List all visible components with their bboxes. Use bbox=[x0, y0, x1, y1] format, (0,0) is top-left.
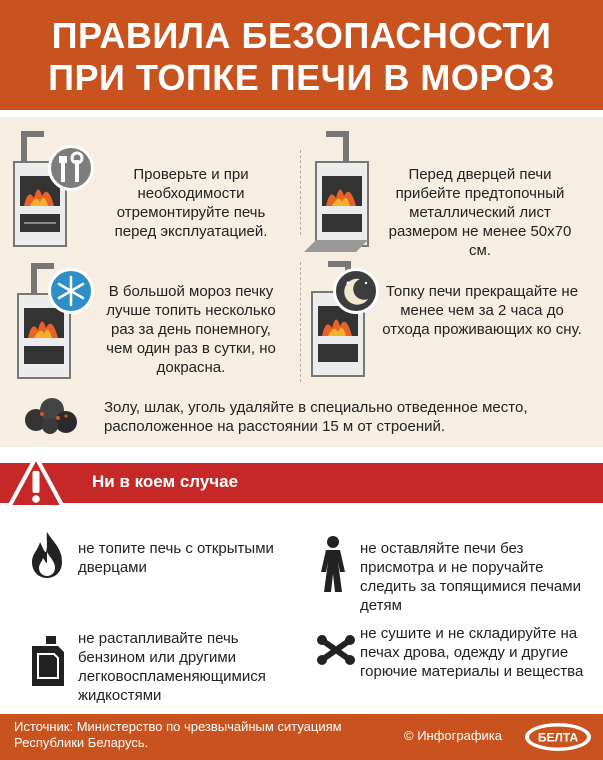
column-divider bbox=[300, 150, 301, 235]
never-drying: не сушите и не складируйте на печах дрова, одежду и другие горючие материалы и вещества bbox=[360, 625, 584, 680]
column-divider bbox=[300, 262, 301, 382]
tools-icon bbox=[51, 148, 91, 188]
page-title-line2: ПРИ ТОПКЕ ПЕЧИ В МОРОЗ bbox=[48, 57, 555, 98]
belta-logo bbox=[524, 722, 592, 752]
warning-label: Ни в коем случае bbox=[92, 472, 239, 491]
rule-frost: В большой мороз печку лучше топить несколько раз за день понемногу, чем один раз в сутки, но докрасна. bbox=[106, 283, 276, 376]
page-title-line1: ПРАВИЛА БЕЗОПАСНОСТИ bbox=[51, 15, 552, 56]
rule-night: Топку печи прекращайте не менее чем за 2 часа до отхода проживающих ко сну. bbox=[382, 283, 582, 338]
fire-icon bbox=[28, 530, 66, 580]
coal-icon bbox=[22, 392, 80, 436]
snowflake-badge bbox=[48, 268, 94, 314]
rule-ash: Золу, шлак, уголь удаляйте в специально отведенное место, расположенное на расстоянии 15 м от строений. bbox=[104, 399, 528, 435]
credit-label: © Инфографика bbox=[404, 728, 503, 743]
stove-icon bbox=[302, 128, 374, 254]
snowflake-icon bbox=[51, 271, 91, 311]
canister-icon bbox=[28, 634, 68, 688]
person-icon bbox=[320, 536, 346, 592]
moon-icon bbox=[336, 271, 376, 311]
rule-repair: Проверьте и при необходимости отремонтируйте печь перед эксплуатацией. bbox=[114, 166, 268, 240]
bones-icon bbox=[316, 630, 356, 670]
moon-badge bbox=[333, 268, 379, 314]
svg-text:БЕЛТА: БЕЛТА bbox=[537, 730, 579, 745]
never-children: не оставляйте печи без присмотра и не поручайте следить за топящимися печами детям bbox=[360, 540, 581, 614]
warning-icon bbox=[6, 453, 66, 513]
never-fuel: не растапливайте печь бензином или другими легковоспламеняющимися жидкостями bbox=[78, 630, 266, 704]
never-doors: не топите печь с открытыми дверцами bbox=[78, 540, 274, 576]
rule-metal-sheet: Перед дверцей печи прибейте предтопочный металлический лист размером не менее 50х70 см. bbox=[388, 166, 572, 259]
source-note: Источник: Министерство по чрезвычайным ситуациям Республики Беларусь. bbox=[14, 719, 342, 750]
warning-band bbox=[0, 463, 603, 503]
tools-badge bbox=[48, 145, 94, 191]
